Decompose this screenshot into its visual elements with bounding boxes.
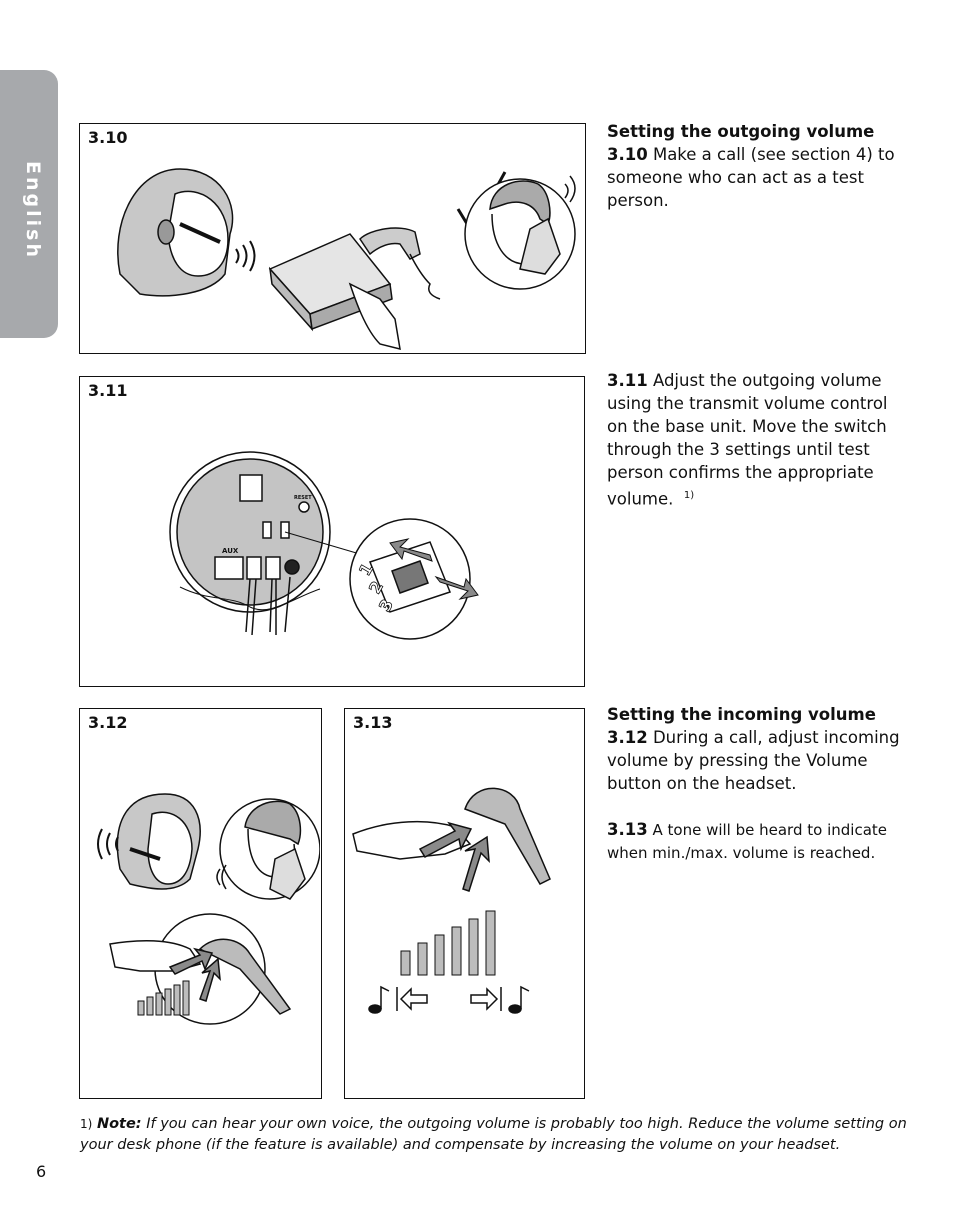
figure-number: 3.13 — [353, 713, 393, 732]
incoming-volume-section — [607, 703, 907, 865]
switch-position-1: 1 — [355, 559, 378, 579]
man-phone-icon — [465, 176, 575, 289]
step-text: Make a call (see section 4) to someone who can act as a test person. — [607, 145, 895, 210]
step-number: 3.11 — [607, 371, 648, 390]
base-unit-illustration — [80, 377, 583, 685]
sound-waves-icon — [236, 241, 255, 271]
incoming-volume-illustration — [80, 709, 320, 1097]
figure-number: 3.10 — [88, 128, 128, 147]
footnote-reference: 1) — [683, 490, 695, 501]
desk-phone-icon — [270, 228, 440, 349]
figure-3-10 — [79, 123, 586, 354]
base-unit-icon — [170, 452, 330, 635]
switch-position-3: 3 — [375, 595, 398, 615]
step-3-11-section — [607, 369, 907, 511]
step-text: During a call, adjust incoming volume by pressing the Volume button on the headset. — [607, 728, 900, 793]
section-heading: Setting the incoming volume — [607, 705, 876, 724]
switch-position-2: 2 — [365, 577, 388, 597]
footnote-label: Note: — [96, 1116, 142, 1132]
step-text: Adjust the outgoing volume using the transmit volume control on the base unit. Move the switch through the 3 settings until test person confirms the appropriate volume. — [607, 371, 888, 509]
figure-number: 3.12 — [88, 713, 128, 732]
step-number: 3.12 — [607, 728, 648, 747]
headset-button-press-icon — [110, 914, 290, 1024]
section-heading: Setting the outgoing volume — [607, 122, 875, 141]
figure-number: 3.11 — [88, 381, 128, 400]
tone-illustration — [345, 709, 583, 1097]
volume-bars-icon — [401, 911, 495, 975]
step-number: 3.13 — [607, 820, 648, 839]
sound-waves-icon — [98, 829, 118, 859]
woman-headset-icon — [118, 169, 233, 296]
woman-headset-icon — [117, 794, 200, 889]
min-tone-icon — [369, 987, 427, 1013]
step-3-11 — [607, 369, 907, 511]
footnote-marker: 1) — [80, 1117, 93, 1131]
transmit-switch-zoom-icon — [350, 519, 470, 639]
figure-3-12 — [79, 708, 322, 1099]
page-number: 6 — [36, 1162, 47, 1181]
footnote-text: If you can hear your own voice, the outgoing volume is probably too high. Reduce the volume setting on your desk phone (if the feature is available) and compensate by increasing the volume on your headset. — [80, 1116, 907, 1153]
step-number: 3.10 — [607, 145, 648, 164]
language-label: English — [22, 160, 44, 260]
max-tone-icon — [471, 987, 529, 1013]
figure-3-13 — [344, 708, 585, 1099]
step-3-10 — [607, 143, 907, 212]
headset-button-press-icon — [353, 788, 550, 891]
step-3-12 — [607, 726, 907, 795]
step-3-13 — [607, 818, 907, 865]
aux-port-label: AUX — [222, 547, 239, 555]
outgoing-volume-section — [607, 120, 907, 212]
language-tab — [0, 70, 58, 338]
reset-label: RESET — [294, 495, 312, 501]
man-phone-icon — [217, 799, 320, 899]
figure-3-11 — [79, 376, 585, 687]
footnote — [80, 1114, 920, 1156]
step-text: A tone will be heard to indicate when min./max. volume is reached. — [607, 821, 887, 862]
call-illustration — [80, 124, 584, 352]
